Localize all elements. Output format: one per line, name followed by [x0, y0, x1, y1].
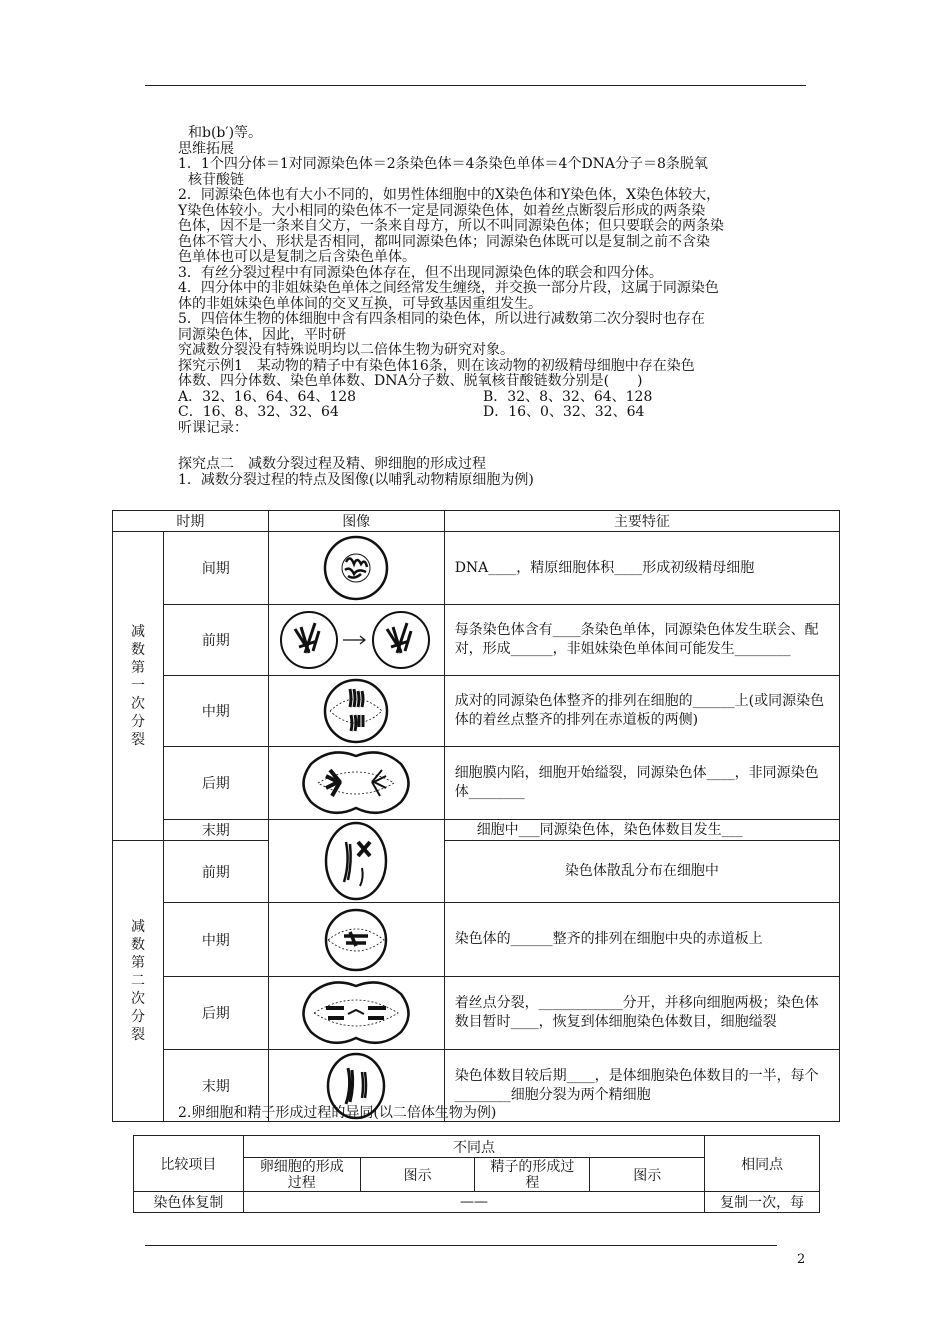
stage-label: 末期: [163, 820, 268, 841]
row-different: ——: [243, 1192, 704, 1213]
notes-label: 听课记录：: [178, 419, 248, 436]
same-header: 相同点: [705, 1136, 820, 1192]
text-line: 思维拓展: [178, 140, 234, 157]
row-item: 染色体复制: [134, 1192, 244, 1213]
header-feature: 主要特征: [444, 511, 839, 532]
footer-rule: [145, 1245, 777, 1246]
options-row: [178, 405, 818, 421]
feature-text: 染色体的______整齐的排列在细胞中央的赤道板上: [444, 903, 839, 977]
comparison-table: [133, 1135, 820, 1213]
meiosis-table: [112, 510, 840, 1122]
text-line: 4．四分体中的非姐妹染色单体之间经常发生缠绕，并交换一部分片段，这属于同源染色: [178, 280, 719, 296]
metaphase1-cell-diagram: [268, 676, 444, 747]
feature-text: 细胞膜内陷，细胞开始缢裂，同源染色体____，非同源染色体________: [444, 747, 839, 820]
text-line: 同源染色体，因此，平时研: [178, 326, 346, 343]
option-d: D．16、0、32、32、64: [483, 404, 645, 420]
anaphase2-cell-diagram: [268, 977, 444, 1050]
text-line: 1．1个四分体＝1对同源染色体＝2条染色体＝4条染色单体＝4个DNA分子＝8条脱氧: [178, 156, 708, 172]
metaphase2-cell-diagram: [268, 903, 444, 977]
meiosis1-label: 减数第一次分裂: [113, 532, 164, 841]
feature-text: 染色体散乱分布在细胞中: [444, 841, 839, 903]
stage-label: 中期: [163, 903, 268, 977]
text-line: 色体不管大小、形状是否相同，都叫同源染色体；同源染色体既可以是复制之前不含染: [178, 233, 710, 250]
row-same: 复制一次，每: [705, 1192, 820, 1213]
stage-label: 中期: [163, 676, 268, 747]
section-subheading: 1．减数分裂过程的特点及图像(以哺乳动物精原细胞为例): [178, 471, 534, 488]
stage-label: 后期: [163, 977, 268, 1050]
text-line: 3．有丝分裂过程中有同源染色体存在，但不出现同源染色体的联会和四分体。: [178, 264, 663, 281]
text-line: 究减数分裂没有特殊说明均以二倍体生物为研究对象。: [178, 342, 514, 358]
diagram-header: 图示: [590, 1158, 705, 1192]
feature-text: 成对的同源染色体整齐的排列在细胞的______上(或同源染色体的着丝点整齐的排列在赤道板的两侧): [444, 676, 839, 747]
stage-label: 前期: [163, 841, 268, 903]
stage-label: 后期: [163, 747, 268, 820]
feature-text: DNA____，精原细胞体积____形成初级精母细胞: [444, 532, 839, 605]
header-image: 图像: [268, 511, 444, 532]
stage-label: 前期: [163, 605, 268, 676]
options-row: [178, 390, 818, 406]
prophase1-cell-diagram: [268, 605, 444, 676]
feature-text: 每条染色体含有____条染色单体，同源染色体发生联会、配对，形成______，非姐妹染色单体间可能发生________: [444, 605, 839, 676]
text-line: 色体，因不是一条来自父方，一条来自母方，所以不叫同源染色体；但只要联会的两条染: [178, 218, 724, 234]
option-c: C．16、8、32、32、64: [178, 404, 339, 420]
different-header: 不同点: [243, 1136, 704, 1158]
feature-text: 着丝点分裂，____________分开，并移向细胞两极；染色体数目暂时____，恢复到体细胞染色体数目，细胞缢裂: [444, 977, 839, 1050]
text-line: 色单体也可以是复制之后含染色单体。: [178, 249, 416, 265]
text-line: 和b(b′)等。: [188, 125, 263, 141]
anaphase1-cell-diagram: [268, 747, 444, 820]
sperm-process-header: 精子的形成过程: [475, 1158, 590, 1192]
header-phase: 时期: [113, 511, 269, 532]
option-b: B．32、8、32、64、128: [483, 388, 653, 405]
section-heading: 探究点二 减数分裂过程及精、卵细胞的形成过程: [178, 456, 486, 472]
header-rule: [145, 85, 806, 86]
text-line: 体数、四分体数、染色单体数、DNA分子数、脱氧核苷酸链数分别是( ): [178, 373, 643, 389]
intro-text: [178, 126, 818, 488]
stage-label: 末期: [163, 1050, 268, 1122]
feature-text: 细胞中___同源染色体，染色体数目发生___: [444, 820, 839, 841]
stage-label: 间期: [163, 532, 268, 605]
text-line: 2．同源染色体也有大小不同的，如男性体细胞中的X染色体和Y染色体，X染色体较大，: [178, 187, 721, 203]
meiosis2-label: 减数第二次分裂: [113, 841, 164, 1122]
page-number: 2: [797, 1252, 806, 1267]
interphase-cell-diagram: [268, 532, 444, 605]
option-a: A．32、16、64、64、128: [178, 388, 357, 405]
section-heading: 2.卵细胞和精子形成过程的异同(以二倍体生物为例): [178, 1105, 497, 1121]
egg-process-header: 卵细胞的形成过程: [243, 1158, 360, 1192]
text-line: 5．四倍体生物的体细胞中含有四条相同的染色体，所以进行减数第二次分裂时也存在: [178, 311, 705, 327]
text-line: 核苷酸链: [188, 171, 244, 188]
text-line: Y染色体较小。大小相同的染色体不一定是同源染色体，如着丝点断裂后形成的两条染: [178, 202, 706, 219]
telophase1-prophase2-cell-diagram: [268, 820, 444, 903]
compare-item-header: 比较项目: [134, 1136, 244, 1192]
feature-text: 染色体数目较后期____，是体细胞染色体数目的一半，每个________细胞分裂为两个精细胞: [444, 1050, 839, 1122]
text-line: 体的非姐妹染色单体间的交叉互换，可导致基因重组发生。: [178, 295, 542, 312]
text-line: 探究示例1 某动物的精子中有染色体16条，则在该动物的初级精母细胞中存在染色: [178, 357, 695, 374]
diagram-header: 图示: [360, 1158, 475, 1192]
